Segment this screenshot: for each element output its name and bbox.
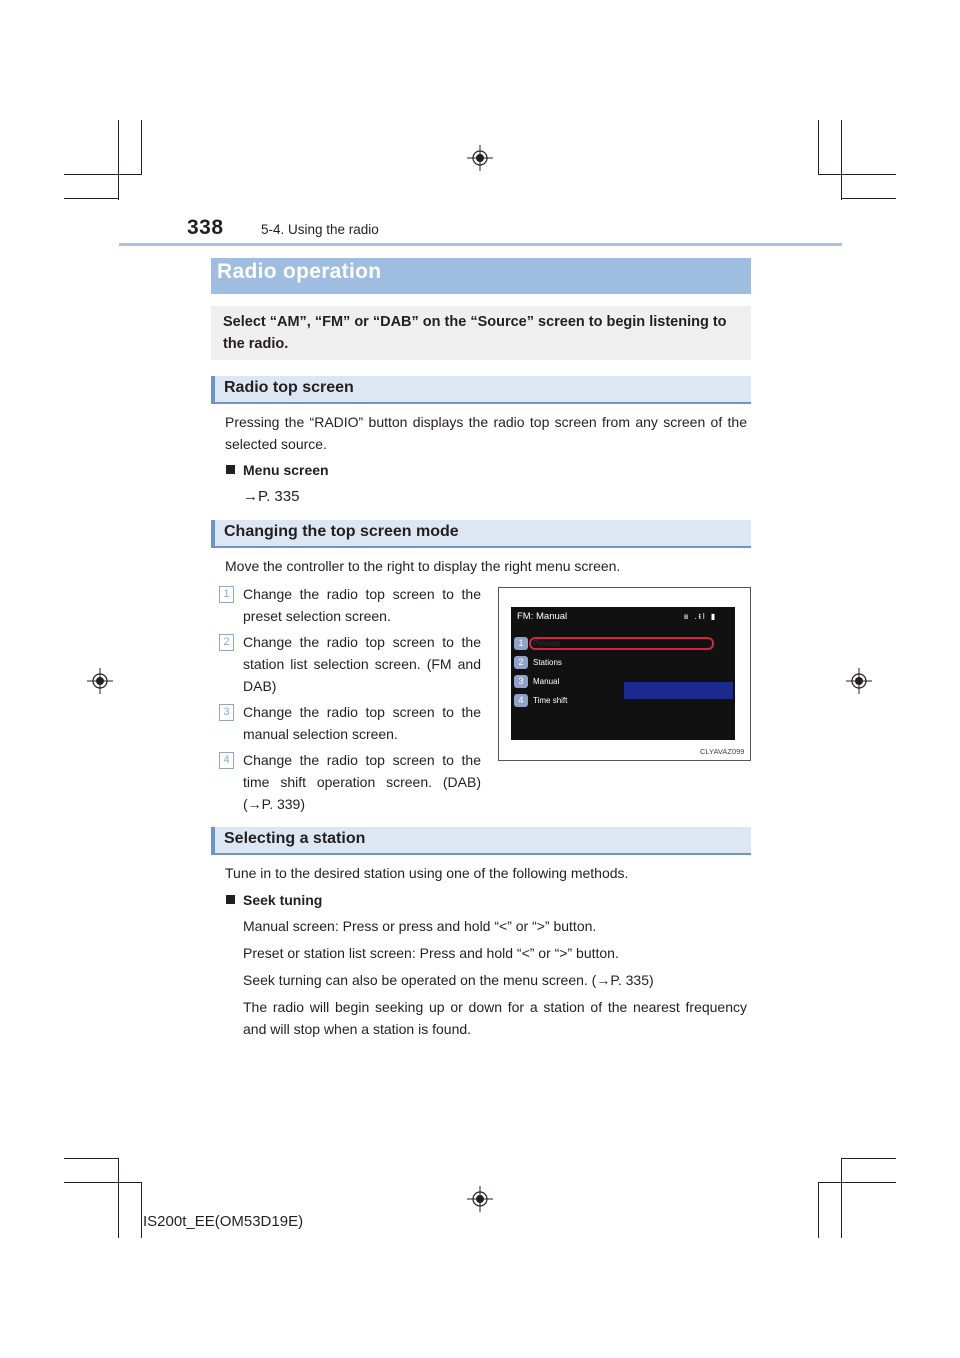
screen-menu-number: 4 bbox=[514, 694, 528, 707]
crop-mark bbox=[118, 120, 119, 200]
crop-mark bbox=[141, 1182, 142, 1238]
crop-mark bbox=[64, 198, 119, 199]
screen-menu-item-manual: Manual bbox=[533, 677, 560, 686]
subsection-title-changing: Changing the top screen mode bbox=[224, 523, 459, 540]
subsection-title-selecting: Selecting a station bbox=[224, 830, 366, 847]
registration-mark-icon bbox=[846, 668, 872, 694]
page-title: Radio operation bbox=[217, 260, 382, 283]
step-number-badge: 4 bbox=[219, 752, 234, 769]
step-text: Change the radio top screen to the manual selection screen. bbox=[243, 704, 481, 742]
menu-screen-ref: →P. 335 bbox=[243, 488, 300, 505]
crop-mark bbox=[64, 1158, 119, 1159]
screen-menu-item-presets: Presets bbox=[533, 639, 561, 648]
seek-line: Manual screen: Press or press and hold “<” or “>” button. bbox=[243, 918, 597, 934]
crop-mark bbox=[841, 198, 896, 199]
crop-mark bbox=[118, 1158, 119, 1238]
step-number-badge: 1 bbox=[219, 586, 234, 603]
crop-mark bbox=[841, 1158, 842, 1238]
seek-line: Seek turning can also be operated on the menu screen. (→P. 335) bbox=[243, 972, 654, 988]
crop-mark bbox=[64, 174, 142, 175]
manual-frequency-bar bbox=[624, 682, 733, 699]
registration-mark-icon bbox=[467, 1186, 493, 1212]
step-text: Change the radio top screen to the preset selection screen. bbox=[243, 586, 481, 624]
step-text: Change the radio top screen to the station list selection screen. (FM and DAB) bbox=[243, 634, 481, 694]
bullet-square-icon bbox=[226, 895, 235, 904]
registration-mark-icon bbox=[467, 145, 493, 171]
selecting-paragraph: Tune in to the desired station using one of the following methods. bbox=[225, 865, 629, 881]
screen-menu-number: 1 bbox=[514, 637, 528, 650]
footer-code: IS200t_EE(OM53D19E) bbox=[143, 1213, 304, 1230]
bullet-square-icon bbox=[226, 465, 235, 474]
crop-mark bbox=[841, 120, 842, 200]
subsection-title-radio-top: Radio top screen bbox=[224, 379, 354, 396]
crop-mark bbox=[64, 1182, 142, 1183]
radio-display-screen bbox=[511, 607, 735, 740]
screen-menu-item-stations: Stations bbox=[533, 658, 562, 667]
step-number-badge: 3 bbox=[219, 704, 234, 721]
seek-line: The radio will begin seeking up or down for a station of the nearest frequency and will stop when a station is found. bbox=[243, 999, 747, 1037]
screen-menu-number: 3 bbox=[514, 675, 528, 688]
radio-top-paragraph: Pressing the “RADIO” button displays the radio top screen from any screen of the selected source. bbox=[225, 414, 747, 452]
intro-text: Select “AM”, “FM” or “DAB” on the “Source” screen to begin listening to the radio. bbox=[223, 314, 727, 352]
figure-code: CLYAVAZ099 bbox=[700, 747, 745, 756]
seek-line: Preset or station list screen: Press and hold “<” or “>” button. bbox=[243, 945, 619, 961]
registration-mark-icon bbox=[87, 668, 113, 694]
crop-mark bbox=[818, 174, 896, 175]
crop-mark bbox=[818, 120, 819, 175]
page-number: 338 bbox=[187, 216, 224, 239]
screen-menu-item-time-shift: Time shift bbox=[533, 696, 568, 705]
seek-tuning-label: Seek tuning bbox=[243, 892, 323, 908]
section-reference: 5-4. Using the radio bbox=[261, 222, 379, 237]
crop-mark bbox=[818, 1182, 896, 1183]
menu-screen-label: Menu screen bbox=[243, 462, 329, 478]
status-icons: ʙ .ᵵl ▮ bbox=[684, 612, 718, 621]
step-number-badge: 2 bbox=[219, 634, 234, 651]
crop-mark bbox=[818, 1182, 819, 1238]
header-rule bbox=[119, 243, 842, 246]
screen-title: FM: Manual bbox=[517, 611, 568, 622]
step-text: Change the radio top screen to the time shift operation screen. (DAB) (→P. 339) bbox=[243, 752, 481, 812]
crop-mark bbox=[841, 1158, 896, 1159]
crop-mark bbox=[141, 120, 142, 175]
screen-menu-number: 2 bbox=[514, 656, 528, 669]
changing-paragraph: Move the controller to the right to display the right menu screen. bbox=[225, 558, 621, 574]
